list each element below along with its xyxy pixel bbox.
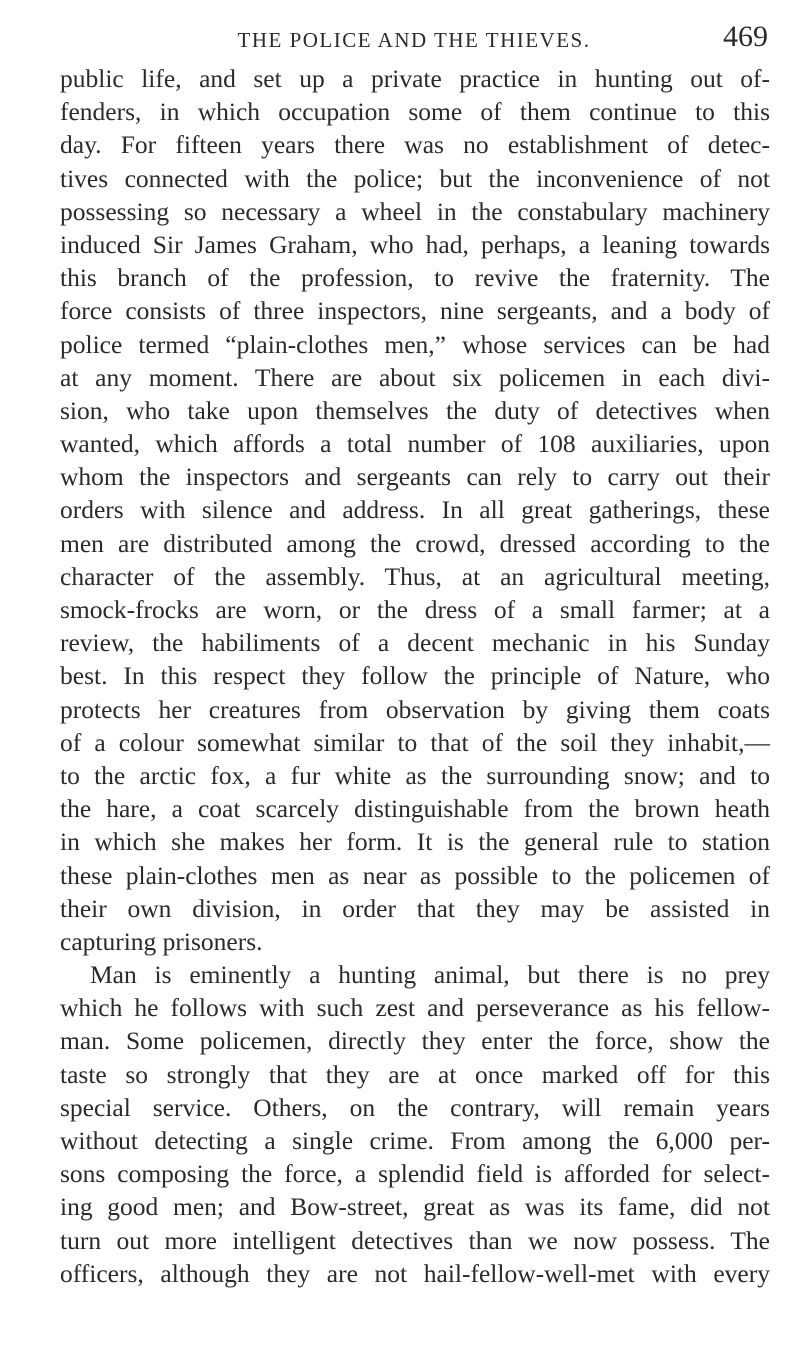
text-line: to the arctic fox, a fur white as the surrounding snow; and to: [60, 760, 770, 790]
running-title: THE POLICE AND THE THIEVES.: [237, 28, 591, 52]
text-line: fenders, in which occupation some of them continue to this: [60, 97, 770, 127]
text-line: the hare, a coat scarcely distinguishable from the brown heath: [60, 794, 770, 824]
text-line: officers, although they are not hail-fellow-well-met with every: [60, 1258, 770, 1288]
text-line: men are distributed among the crowd, dressed according to the: [60, 528, 770, 558]
text-line: of a colour somewhat similar to that of the soil they inhabit,—: [60, 727, 770, 757]
text-line: possessing so necessary a wheel in the constabulary machinery: [60, 196, 770, 226]
text-line: review, the habiliments of a decent mechanic in his Sunday: [60, 628, 770, 658]
text-line: ing good men; and Bow-street, great as was its fame, did not: [60, 1192, 770, 1222]
text-line: tives connected with the police; but the inconvenience of not: [60, 163, 770, 193]
text-line: force consists of three inspectors, nine sergeants, and a body of: [60, 296, 770, 326]
page-number: 469: [723, 20, 768, 53]
text-line: induced Sir James Graham, who had, perhaps, a leaning towards: [60, 229, 770, 259]
text-line: orders with silence and address. In all great gatherings, these: [60, 495, 770, 525]
text-line: their own division, in order that they may be assisted in: [60, 893, 770, 923]
text-line: day. For fifteen years there was no establishment of detec-: [60, 130, 770, 160]
text-line: turn out more intelligent detectives than we now possess. The: [60, 1225, 770, 1255]
text-line: special service. Others, on the contrary, will remain years: [60, 1092, 770, 1122]
text-line: character of the assembly. Thus, at an agricultural meeting,: [60, 561, 770, 591]
text-line: which he follows with such zest and perseverance as his fellow-: [60, 993, 770, 1023]
paragraph-end-line: capturing prisoners.: [60, 926, 263, 956]
text-line: this branch of the profession, to revive the fraternity. The: [60, 263, 770, 293]
text-line: wanted, which affords a total number of 108 auxiliaries, upon: [60, 429, 770, 459]
text-line: protects her creatures from observation by giving them coats: [60, 694, 770, 724]
body-text: [60, 62, 770, 1290]
running-head: [60, 20, 768, 56]
text-line: at any moment. There are about six policemen in each divi-: [60, 362, 770, 392]
text-line: public life, and set up a private practice in hunting out of-: [60, 64, 770, 93]
text-line: in which she makes her form. It is the general rule to station: [60, 827, 770, 857]
text-line: police termed “plain-clothes men,” whose services can be had: [60, 329, 770, 359]
text-line: these plain-clothes men as near as possible to the policemen of: [60, 860, 770, 890]
text-line: man. Some policemen, directly they enter the force, show the: [60, 1026, 770, 1056]
text-line: smock-frocks are worn, or the dress of a small farmer; at a: [60, 595, 770, 624]
text-line: sion, who take upon themselves the duty of detectives when: [60, 395, 770, 425]
text-line: taste so strongly that they are at once marked off for this: [60, 1059, 770, 1089]
text-line: without detecting a single crime. From among the 6,000 per-: [60, 1126, 770, 1155]
paragraph-start-line: Man is eminently a hunting animal, but there is no prey: [90, 960, 770, 990]
text-line: best. In this respect they follow the principle of Nature, who: [60, 661, 770, 691]
text-line: sons composing the force, a splendid field is afforded for select-: [60, 1159, 770, 1189]
text-line: whom the inspectors and sergeants can rely to carry out their: [60, 462, 770, 492]
